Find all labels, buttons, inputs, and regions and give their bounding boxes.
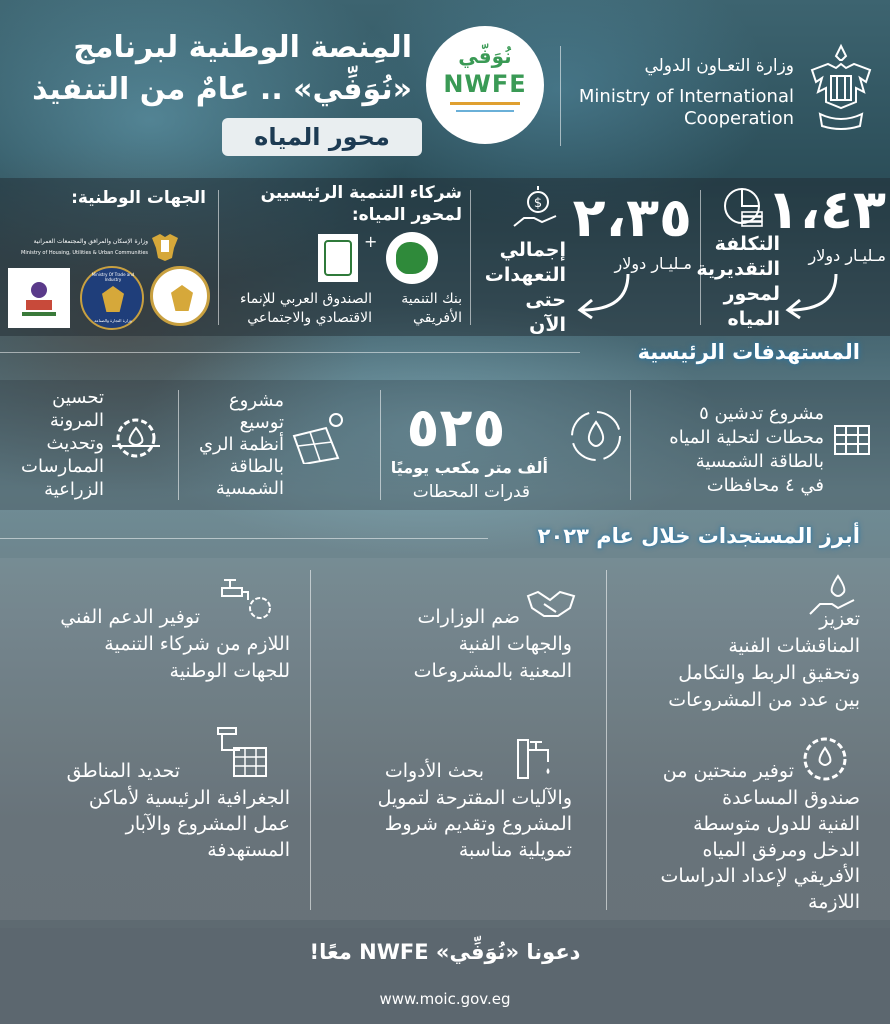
- water-settings-icon: [800, 734, 850, 784]
- progress-item-technical-support-rest: اللازم من شركاء التنمية للجهات الوطنية: [104, 633, 290, 682]
- commit-value: ٢،٣٥: [572, 186, 692, 249]
- targets-divider-2: [380, 390, 381, 500]
- cost-unit: مـليـار دولار: [808, 246, 886, 265]
- partners-title: شركاء التنمية الرئيسيين لمحور المياه:: [260, 183, 462, 225]
- nwfe-logo-rule2: [456, 110, 514, 112]
- afesd-logo: [318, 234, 358, 282]
- targets-divider-1: [630, 390, 631, 500]
- capacity-value: ٥٢٥: [406, 396, 506, 459]
- target-irrigation: مشروع توسيع أنظمة الري بالطاقة الشمسية: [198, 390, 284, 499]
- progress-section-line: [0, 538, 488, 539]
- cost-value: ١،٤٣: [766, 178, 886, 241]
- progress-item-grants-rest: صندوق المساعدة الفنية للدول متوسطة الدخل ومرفق المياه الأفريقي لإعداد الدراسات اللازمة: [660, 787, 860, 913]
- stats-divider-3: [218, 190, 219, 325]
- africa-map-icon: [396, 242, 428, 274]
- curved-arrow-icon: [780, 270, 840, 320]
- ministry-name-en-line2: Cooperation: [683, 108, 794, 129]
- afdb-logo: [386, 232, 438, 284]
- nwfe-logo-arabic: نُوَفّي: [458, 44, 512, 68]
- page-title-line1: المِنصة الوطنية لبرنامج: [73, 30, 412, 65]
- targets-section-title: المستهدفات الرئيسية: [637, 340, 860, 364]
- targets-divider-3: [178, 390, 179, 500]
- progress-section-title: أبرز المستجدات خلال عام ٢٠٢٣: [537, 524, 860, 548]
- well-pump-icon: [212, 724, 270, 780]
- agriculture-ministry-logo: [8, 268, 70, 328]
- curved-arrow-icon: [572, 270, 632, 320]
- footer-website-link[interactable]: www.moic.gov.eg: [379, 990, 511, 1008]
- progress-divider-1: [606, 570, 607, 910]
- hand-dollar-icon: [512, 186, 560, 234]
- stats-divider-2: [470, 190, 471, 325]
- national-title: الجهات الوطنية:: [71, 188, 206, 208]
- commit-unit: مـليـار دولار: [614, 254, 692, 273]
- nwfe-logo-rule: [450, 102, 520, 105]
- progress-item-ministries-rest: والجهات الفنية المعنية بالمشروعات: [413, 633, 572, 682]
- capacity-line2: قدرات المحطات: [412, 482, 530, 502]
- handshake-icon: [526, 586, 576, 622]
- faucet-gear-icon: [218, 576, 274, 624]
- trade-eagle-icon: [102, 286, 124, 312]
- egypt-eagle-small-icon: [150, 228, 180, 264]
- commit-label: إجمالي التعهدات حتى الآن: [484, 239, 566, 336]
- progress-divider-2: [310, 570, 311, 910]
- water-gear-icon: [108, 410, 164, 466]
- ministry-name-en-line1: Ministry of International: [578, 86, 794, 107]
- water-eagle-icon: [171, 285, 193, 311]
- nwfe-logo-text: NWFE: [443, 70, 527, 98]
- cost-label: التكلفة التقديرية لمحور المياه: [696, 233, 780, 330]
- trade-ministry-en: Ministry Of Trade and Industry: [91, 272, 135, 282]
- page-title-line2: «نُوَفِّي» .. عامٌ من التنفيذ: [32, 72, 412, 107]
- water-ministry-logo: [150, 266, 210, 326]
- housing-ministry-ar: وزارة الإسكان والمرافق والمجتمعات العمرانية: [33, 238, 148, 245]
- nwfe-logo: [426, 26, 544, 144]
- progress-item-technical-support: توفير الدعم الفني: [60, 606, 200, 628]
- progress-item-financing-tools-rest: والآليات المقترحة لتمويل المشروع وتقديم شروط تمويلية مناسبة: [377, 787, 572, 861]
- partners-plus: +: [364, 232, 378, 251]
- progress-item-ministries: ضم الوزارات: [417, 606, 520, 628]
- header-divider: [560, 46, 561, 146]
- afdb-name: بنك التنمية الأفريقي: [401, 291, 462, 326]
- targets-section-line: [0, 352, 580, 353]
- water-tap-icon: [514, 732, 564, 780]
- afesd-name: الصندوق العربي للإنماء الاقتصادي والاجتماعي: [239, 291, 372, 326]
- progress-item-grants: توفير منحتين من: [662, 760, 794, 782]
- capacity-line1: ألف متر مكعب يوميًا: [390, 458, 548, 477]
- housing-ministry-en: Ministry of Housing, Utilities & Urban Communities: [21, 250, 148, 256]
- palm-tree-icon: [324, 240, 352, 276]
- ministry-name-ar: وزارة التعـاون الدولي: [644, 56, 794, 76]
- farmer-icon: [8, 268, 70, 328]
- progress-item-geographic-areas: تحديد المناطق: [66, 760, 180, 782]
- water-drop-cycle-icon: [566, 406, 626, 466]
- trade-ministry-logo: [80, 266, 144, 330]
- progress-item-geographic-areas-rest: الجغرافية الرئيسية لأماكن عمل المشروع والآبار المستهدفة: [88, 787, 290, 861]
- solar-panel-grid-icon: [832, 420, 872, 460]
- target-desalination: مشروع تدشين ٥ محطات لتحلية المياه بالطاقة الشمسية في ٤ محافظات: [669, 403, 824, 496]
- footer-cta: دعونا «نُوَفِّي» NWFE معًا!: [309, 940, 581, 964]
- pie-chart-coins-icon: [722, 186, 766, 230]
- svg-text:$: $: [533, 196, 543, 211]
- progress-item-financing-tools: بحث الأدوات: [384, 760, 484, 782]
- trade-ministry-ar: وزارة التجارة والصناعة: [94, 318, 132, 323]
- target-resilience: تحسين المرونة وتحديث الممارسات الزراعية: [21, 387, 104, 500]
- progress-item-technical-discussions: تعزيز المناقشات الفنية وتحقيق الربط والتكامل بين عدد من المشروعات: [668, 608, 860, 711]
- egypt-eagle-emblem-icon: [806, 42, 876, 134]
- axis-label-pill: محور المياه: [222, 118, 422, 156]
- solar-panel-sun-icon: [290, 408, 350, 464]
